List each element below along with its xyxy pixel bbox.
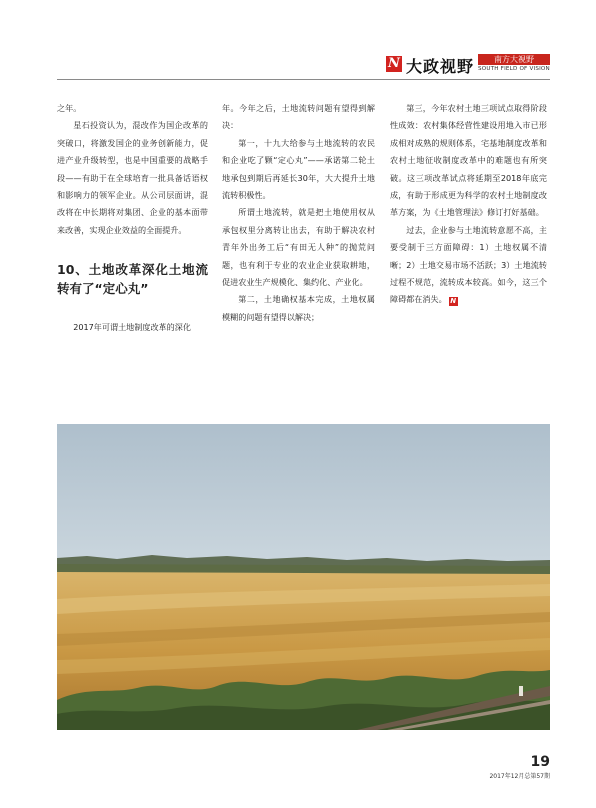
text-column-1 (57, 100, 208, 337)
header-rule (57, 79, 550, 80)
magazine-n-logo: N (386, 56, 402, 72)
paragraph: 星石投资认为，混改作为国企改革的突破口，将激发国企的业务创新能力，促进产业升级转型，也是中国重要的战略手段——有助于在全球培育一批具备话语权和影响力的领军企业。从公司层面讲，混改将在中长期将对集团、企业的基本面带来改善，实现企业效益的全面提升。 (57, 120, 208, 235)
paragraph: 第一，十九大给参与土地流转的农民和企业吃了颗“定心丸”——承诺第二轮土地承包到期后再延长30年，大大提升土地流转积极性。 (222, 137, 375, 201)
masthead (386, 54, 550, 76)
text-column-3 (390, 100, 547, 309)
paragraph: 2017年可谓土地制度改革的深化 (73, 322, 191, 333)
paragraph: 第三，今年农村土地三项试点取得阶段性成效：农村集体经营性建设用地入市已形成相对成熟的规则体系，宅基地制度改革和农村土地征收制度改革中的难题也有所突破。这三项改革试点将延期至2018年底完成，有助于形成更为科学的农村土地制度改革方案，为《土地管理法》修订打好基础。 (390, 103, 547, 218)
paragraph-text: 过去，企业参与土地流转意愿不高，主要受制于三方面障碍：1）土地权属不清晰；2）土地交易市场不活跃；3）土地流转过程不规范，流转成本较高。如今，这三个障碍都在消失。 (390, 224, 547, 305)
paragraph: 年。今年之后，土地流转问题有望得到解决： (222, 103, 375, 131)
page-number: 19 (530, 754, 550, 770)
paragraph (390, 222, 547, 309)
magazine-brand-en: SOUTH FIELD OF VISION (478, 66, 550, 72)
landscape-image (57, 424, 550, 730)
section-heading: 10、土地改革深化土地流转有了“定心丸” (57, 262, 208, 297)
text-column-2 (222, 100, 375, 326)
end-mark-icon: N (450, 297, 457, 306)
paragraph: 之年。 (57, 103, 82, 113)
section-title: 大政视野 (406, 57, 475, 76)
wheat-field-photo (57, 424, 550, 730)
paragraph: 第二，土地确权基本完成，土地权属模糊的问题有望得以解决； (222, 294, 375, 322)
issue-info: 2017年12月总第57期 (489, 773, 550, 780)
magazine-brand-cn: 南方大視野 (478, 54, 550, 65)
paragraph: 所谓土地流转，就是把土地使用权从承包权里分离转让出去，有助于解决农村青年外出务工后“有田无人种”的抛荒问题，也有利于专业的农业企业获取耕地，促进农业生产规模化、集约化、产业化。 (222, 207, 375, 288)
magazine-brand (478, 54, 550, 76)
